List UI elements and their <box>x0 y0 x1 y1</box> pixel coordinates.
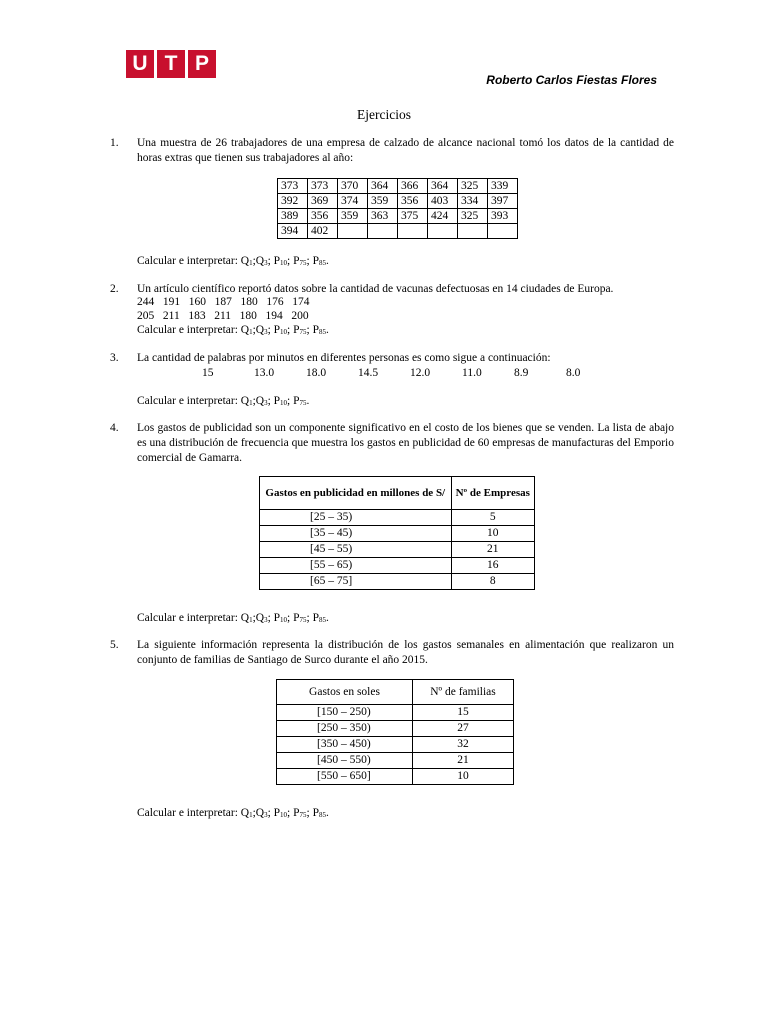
table-cell: 5 <box>451 510 534 526</box>
table-cell: 373 <box>308 179 338 194</box>
table-cell: 364 <box>428 179 458 194</box>
exercise-number: 2. <box>110 283 119 295</box>
table-cell: 394 <box>278 224 308 239</box>
table-cell: 325 <box>458 179 488 194</box>
table-row <box>260 526 535 542</box>
table-cell: [65 – 75] <box>260 574 452 590</box>
table-cell: 375 <box>398 209 428 224</box>
table-cell: [550 – 650] <box>277 769 413 785</box>
exercise-task <box>137 254 329 269</box>
exercise-1 <box>110 136 674 166</box>
table-row <box>278 209 518 224</box>
table-cell: [45 – 55) <box>260 542 452 558</box>
table-cell: 364 <box>368 179 398 194</box>
table-row <box>260 542 535 558</box>
exercise-task: Calcular e interpretar: $Q_1;Q_3$; $P_{10}$; $P_{75}$; $P_{85}$. <box>137 807 329 819</box>
table-cell: 366 <box>398 179 428 194</box>
table-cell: 21 <box>451 542 534 558</box>
table-cell <box>338 224 368 239</box>
exercise-text: La siguiente información representa la distribución de los gastos semanales en alimentación que realizaron un conjunto de familias de Santiago de Surco durante el año 2015. <box>137 639 674 666</box>
exercise-text: Los gastos de publicidad son un componente significativo en el costo de los bienes que se venden. La lista de abajo es una distribución de frecuencia que muestra los gastos en publicidad de 60 empresas de manufacturas del Emporio comercial de Gamarra. <box>137 422 674 464</box>
table-cell: 10 <box>413 769 514 785</box>
table-cell: 389 <box>278 209 308 224</box>
logo-letter-p: P <box>188 50 216 78</box>
table-cell: 356 <box>308 209 338 224</box>
exercise-3 <box>110 351 674 366</box>
table-cell: 334 <box>458 194 488 209</box>
table-cell: 21 <box>413 753 514 769</box>
column-header: Nº de familias <box>413 680 514 705</box>
table-cell <box>458 224 488 239</box>
exercise-task: Calcular e interpretar: $Q_1;Q_3$; $P_{10}$; $P_{75}$. <box>137 395 310 407</box>
table-row <box>277 705 514 721</box>
exercise-text: La cantidad de palabras por minutos en diferentes personas es como sigue a continuación: <box>137 352 551 364</box>
table-cell: 359 <box>338 209 368 224</box>
column-header: Gastos en soles <box>277 680 413 705</box>
column-header: Nº de Empresas <box>451 477 534 510</box>
table-row <box>278 179 518 194</box>
table-cell: 32 <box>413 737 514 753</box>
exercise-task: Calcular e interpretar: $Q_1;Q_3$; $P_{10}$; $P_{75}$; $P_{85}$. <box>137 612 329 624</box>
table-cell: 369 <box>308 194 338 209</box>
table-cell: 10 <box>451 526 534 542</box>
table-cell <box>488 224 518 239</box>
author-name: Roberto Carlos Fiestas Flores <box>486 73 657 87</box>
table-cell: [25 – 35) <box>260 510 452 526</box>
table-cell: 370 <box>338 179 368 194</box>
table-row <box>277 753 514 769</box>
table-row <box>260 558 535 574</box>
data-row-2: 205 211 183 211 180 194 200 <box>137 310 309 322</box>
table-row <box>277 769 514 785</box>
table-cell: 15 <box>413 705 514 721</box>
advertising-table <box>259 476 535 590</box>
table-row <box>278 194 518 209</box>
exercise-text: Una muestra de 26 trabajadores de una empresa de calzado de alcance nacional tomó los datos de la cantidad de horas extras que tienen sus trabajadores al año: <box>137 137 674 164</box>
logo-letter-t: T <box>157 50 185 78</box>
table-row <box>260 574 535 590</box>
table-cell: [250 – 350) <box>277 721 413 737</box>
exercise-text: Un artículo científico reportó datos sobre la cantidad de vacunas defectuosas en 14 ciudades de Europa. <box>137 283 614 295</box>
exercise-task: Calcular e interpretar: $Q_1;Q_3$; $P_{10}$; $P_{75}$; $P_{85}$. <box>137 324 329 336</box>
utp-logo <box>126 50 219 78</box>
table-cell: 403 <box>428 194 458 209</box>
table-cell: 339 <box>488 179 518 194</box>
table-cell: 402 <box>308 224 338 239</box>
table-cell: [350 – 450) <box>277 737 413 753</box>
page-title: Ejercicios <box>357 107 411 122</box>
exercise-5 <box>110 638 674 668</box>
table-cell: 374 <box>338 194 368 209</box>
table-cell: 392 <box>278 194 308 209</box>
table-cell <box>398 224 428 239</box>
table-cell: 325 <box>458 209 488 224</box>
table-cell: 27 <box>413 721 514 737</box>
table-row <box>277 721 514 737</box>
exercise-4 <box>110 421 674 466</box>
logo-letter-u: U <box>126 50 154 78</box>
table-cell: 424 <box>428 209 458 224</box>
column-header: Gastos en publicidad en millones de S/ <box>260 477 452 510</box>
exercise-number: 1. <box>110 137 119 149</box>
table-cell <box>428 224 458 239</box>
table-cell: [150 – 250) <box>277 705 413 721</box>
table-cell: 363 <box>368 209 398 224</box>
table-cell: 393 <box>488 209 518 224</box>
table-cell: 397 <box>488 194 518 209</box>
words-values: 15 13.0 18.0 14.5 12.0 11.0 8.9 8.0 <box>202 367 581 379</box>
table-cell: 8 <box>451 574 534 590</box>
exercise-number: 4. <box>110 422 119 434</box>
table-cell <box>368 224 398 239</box>
task-label: Calcular e interpretar: $Q_1;Q_3$; $P_{10}$; $P_{75}$; $P_{85}$. <box>137 255 329 267</box>
table-row <box>260 510 535 526</box>
table-cell: 356 <box>398 194 428 209</box>
table-cell: [55 – 65) <box>260 558 452 574</box>
table-cell: [450 – 550) <box>277 753 413 769</box>
table-cell: 16 <box>451 558 534 574</box>
food-expenses-table <box>276 679 514 785</box>
table-row <box>278 224 518 239</box>
exercise-number: 3. <box>110 352 119 364</box>
hours-table <box>277 178 518 239</box>
table-cell: 359 <box>368 194 398 209</box>
table-cell: 373 <box>278 179 308 194</box>
exercise-number: 5. <box>110 639 119 651</box>
data-row-1: 244 191 160 187 180 176 174 <box>137 296 310 308</box>
table-row <box>277 737 514 753</box>
table-cell: [35 – 45) <box>260 526 452 542</box>
